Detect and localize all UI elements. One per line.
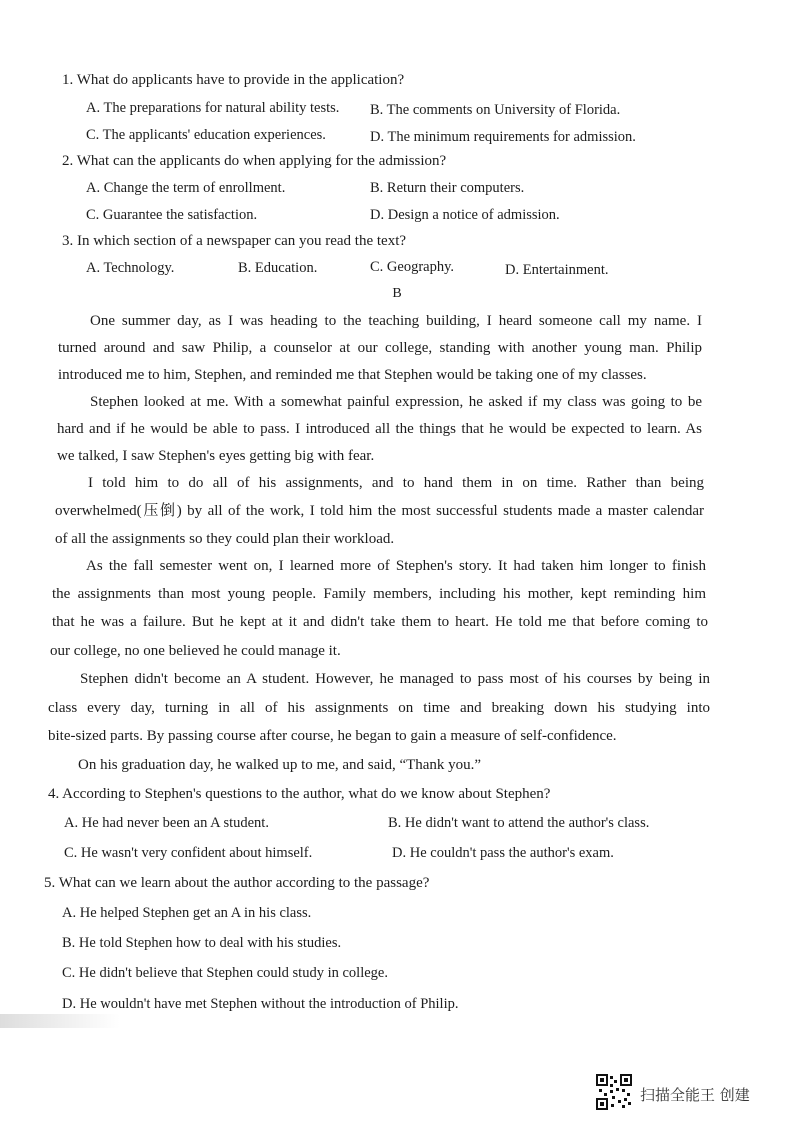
- question-5-stem: 5. What can we learn about the author according to the passage?: [44, 875, 430, 891]
- question-1-option-c: C. The applicants' education experiences.: [86, 127, 326, 143]
- question-3-stem: 3. In which section of a newspaper can you read the text?: [62, 233, 407, 249]
- scan-smudge: [0, 1014, 120, 1028]
- question-4-option-c: C. He wasn't very confident about himself.: [64, 845, 313, 861]
- question-3-option-d: D. Entertainment.: [505, 262, 609, 278]
- passage-b-line: Stephen didn't become an A student. However, he managed to pass most of his courses by being in: [80, 671, 710, 687]
- question-2-option-d: D. Design a notice of admission.: [370, 207, 560, 223]
- passage-b-line: our college, no one believed he could manage it.: [50, 643, 341, 659]
- question-3-option-c: C. Geography.: [370, 259, 455, 275]
- question-2-option-a: A. Change the term of enrollment.: [86, 180, 286, 196]
- question-4-option-b: B. He didn't want to attend the author's class.: [388, 815, 650, 831]
- passage-b-line: On his graduation day, he walked up to me, and said, “Thank you.”: [78, 757, 482, 773]
- passage-b-line: we talked, I saw Stephen's eyes getting big with fear.: [57, 448, 375, 464]
- question-4-stem: 4. According to Stephen's questions to the author, what do we know about Stephen?: [48, 786, 551, 802]
- question-5-option-a: A. He helped Stephen get an A in his class.: [62, 905, 312, 921]
- question-4-option-a: A. He had never been an A student.: [64, 815, 269, 831]
- passage-b-line: As the fall semester went on, I learned more of Stephen's story. It had taken him longer to finish: [86, 558, 706, 574]
- footer-brand: 扫描全能王 创建: [640, 1086, 750, 1104]
- passage-b-line: turned around and saw Philip, a counselor at our college, standing with another young man. Philip: [58, 340, 702, 356]
- question-4-option-d: D. He couldn't pass the author's exam.: [392, 845, 614, 861]
- passage-b-line: One summer day, as I was heading to the teaching building, I heard someone call my name. I: [90, 313, 702, 329]
- passage-b-line: Stephen looked at me. With a somewhat painful expression, he asked if my class was going to be: [90, 394, 702, 410]
- question-5-option-c: C. He didn't believe that Stephen could study in college.: [62, 965, 388, 981]
- question-2-stem: 2. What can the applicants do when applying for the admission?: [62, 153, 447, 169]
- passage-b-line: bite-sized parts. By passing course after course, he began to gain a measure of self-confidence.: [48, 728, 617, 744]
- question-1-stem: 1. What do applicants have to provide in the application?: [62, 72, 405, 88]
- question-3-option-b: B. Education.: [238, 260, 318, 276]
- qr-code-icon: [596, 1074, 632, 1110]
- question-1-option-d: D. The minimum requirements for admission.: [370, 129, 636, 145]
- passage-b-heading: B: [392, 286, 402, 301]
- passage-b-line: that he was a failure. But he kept at it and didn't take them to heart. He told me that before coming to: [52, 614, 708, 630]
- passage-b-line: I told him to do all of his assignments, and to hand them in on time. Rather than being: [88, 475, 704, 491]
- passage-b-line: hard and if he would be able to pass. I introduced all the things that he would be expected to learn. As: [57, 421, 702, 437]
- question-3-option-a: A. Technology.: [86, 260, 175, 276]
- passage-b-line: class every day, turning in all of his assignments on time and breaking down his studying into: [48, 700, 710, 716]
- passage-b-line: introduced me to him, Stephen, and reminded me that Stephen would be taking one of my classes.: [58, 367, 647, 383]
- passage-b-line: of all the assignments so they could plan their workload.: [55, 531, 395, 547]
- question-2-option-b: B. Return their computers.: [370, 180, 525, 196]
- question-1-option-b: B. The comments on University of Florida.: [370, 102, 621, 118]
- passage-b-line: the assignments than most young people. Family members, including his mother, kept reminding him: [52, 586, 706, 602]
- question-1-option-a: A. The preparations for natural ability tests.: [86, 100, 340, 116]
- question-2-option-c: C. Guarantee the satisfaction.: [86, 207, 258, 223]
- question-5-option-d: D. He wouldn't have met Stephen without the introduction of Philip.: [62, 996, 459, 1012]
- question-5-option-b: B. He told Stephen how to deal with his studies.: [62, 935, 342, 951]
- passage-b-line: overwhelmed(压倒) by all of the work, I told him the most successful students made a master calendar: [55, 503, 704, 519]
